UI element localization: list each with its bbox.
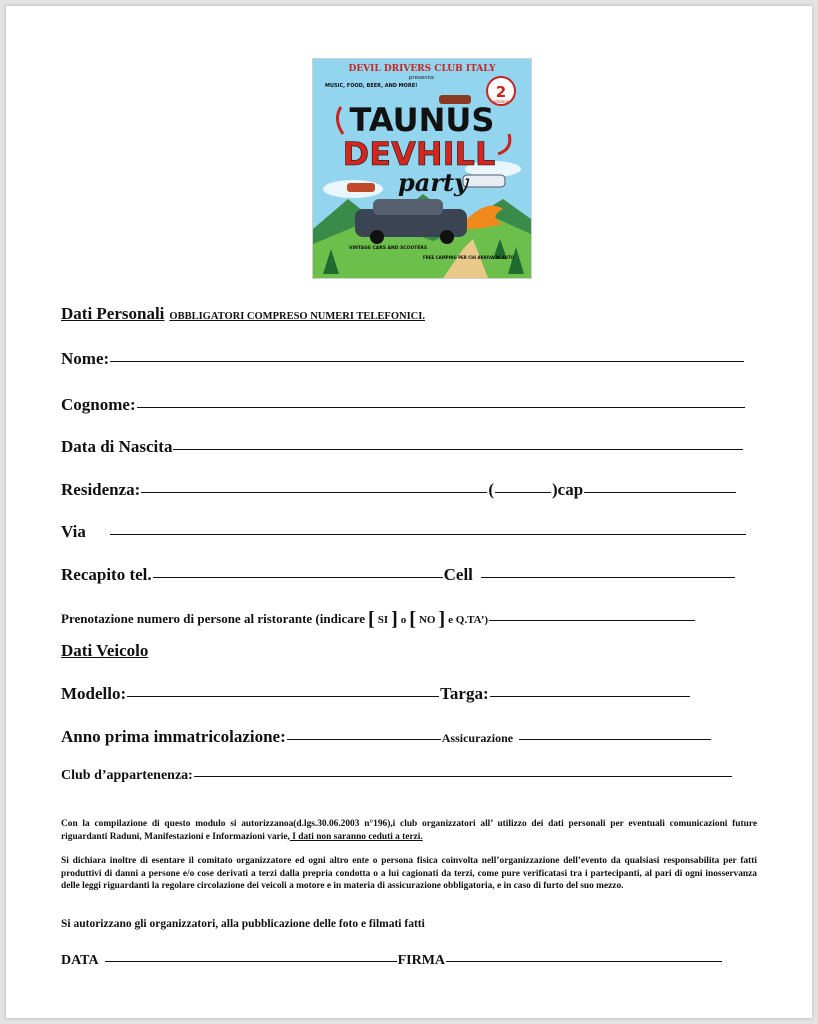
- modello-field[interactable]: [127, 695, 439, 697]
- privacy-consent-main: Con la compilazione di questo modulo si autorizzanoa(d.lgs.30.06.2003 n°196),i club organizzatori all’ utilizzo dei dati personali per eventuali comunicazioni future riguardanti Raduni, Manifestazioni e Informazioni varie,: [61, 819, 757, 842]
- cognome-row: [61, 395, 746, 415]
- via-label: Via: [61, 522, 86, 541]
- photo-authorization-text: Si autorizzano gli organizzatori, alla pubblicazione delle foto e filmati fatti: [61, 918, 425, 930]
- cell-label: Cell: [443, 565, 473, 584]
- residenza-row: [61, 480, 737, 500]
- poster-title-line1: TAUNUS: [349, 101, 495, 139]
- via-field[interactable]: [110, 533, 746, 535]
- cap-field[interactable]: [584, 491, 736, 493]
- poster-tagline: MUSIC, FOOD, BEER, AND MORE!: [325, 83, 418, 89]
- poster-title-line3: party: [397, 168, 469, 197]
- via-row: [61, 522, 747, 542]
- prenotazione-label: Prenotazione numero di persone al ristorante (indicare: [61, 611, 366, 626]
- cognome-field[interactable]: [137, 406, 745, 408]
- anno-label: Anno prima immatricolazione:: [61, 727, 286, 746]
- modello-row: [61, 684, 691, 704]
- modello-label: Modello:: [61, 684, 127, 703]
- recapito-row: [61, 565, 736, 585]
- poster-vintage: VINTAGE CARS AND SCOOTERS: [349, 246, 428, 251]
- club-label: Club d’appartenenza:: [61, 768, 193, 783]
- firma-label: FIRMA: [397, 953, 446, 968]
- data-nascita-row: [61, 437, 744, 457]
- poster-title-line2: DEVHILL: [342, 135, 496, 173]
- prenotazione-row: Prenotazione numero di persone al ristorante (indicare [ SI ] o [ NO ] e Q.TA’): [61, 606, 696, 629]
- provincia-field[interactable]: [495, 491, 551, 493]
- assicurazione-field[interactable]: [519, 738, 711, 740]
- cell-field[interactable]: [481, 576, 735, 578]
- club-row: [61, 768, 733, 784]
- poster-camping: FREE CAMPING PER CHI ARRIVA IN AUTO: [423, 255, 515, 260]
- recapito-label: Recapito tel.: [61, 565, 152, 584]
- poster-edition-number: 2: [495, 83, 507, 101]
- residenza-label: Residenza:: [61, 480, 141, 499]
- anno-field[interactable]: [287, 738, 441, 740]
- vehicle-data-heading: [61, 641, 148, 661]
- club-field[interactable]: [194, 775, 732, 777]
- poster-presents: presenta:: [408, 75, 436, 81]
- data-nascita-field[interactable]: [173, 448, 743, 450]
- personal-data-title: Dati Personali: [61, 304, 165, 323]
- targa-field[interactable]: [490, 695, 690, 697]
- targa-label: Targa:: [440, 684, 489, 703]
- qta-field[interactable]: [489, 619, 695, 621]
- cognome-label: Cognome:: [61, 395, 136, 414]
- nome-label: Nome:: [61, 349, 110, 368]
- poster-artwork: [313, 59, 531, 278]
- personal-data-heading: [61, 304, 425, 324]
- or-label: o: [400, 614, 407, 626]
- assicurazione-label: Assicurazione: [441, 731, 514, 745]
- vehicle-data-title: Dati Veicolo: [61, 641, 149, 660]
- firma-field[interactable]: [446, 960, 722, 962]
- residenza-field[interactable]: [141, 491, 487, 493]
- cap-label: )cap: [552, 480, 584, 499]
- privacy-consent-note: I dati non saranno ceduti a terzi.: [289, 831, 423, 842]
- data-label: DATA: [61, 953, 99, 968]
- personal-data-note: OBBLIGATORI COMPRESO NUMERI TELEFONICI.: [169, 311, 425, 322]
- poster-club-name: DEVIL DRIVERS CLUB ITALY: [348, 64, 496, 74]
- liability-waiver-text: Si dichiara inoltre di esentare il comitato organizzatore ed ogni altro ente o persona fisica coinvolta nell’organizzazione dell’evento da qualsiasi responsabilita per fatti produttivi di danni a persone e/o cose derivati a terzi dalla prepria condotta o a lui cagionati da terzi, come pure verificatasi tra i partecipanti, al pari di ogni inosservanza delle leggi riguardanti la regolare circolazione dei veicoli a motore e in materia di assicurazione obbligatoria, e in caso di furto del suo mezzo.: [61, 856, 757, 892]
- data-field[interactable]: [105, 960, 397, 962]
- provincia-paren-open: (: [488, 480, 494, 499]
- recapito-field[interactable]: [153, 576, 443, 578]
- nome-row: [61, 349, 745, 369]
- signature-row: [61, 953, 723, 969]
- nome-field[interactable]: [110, 360, 744, 362]
- si-option[interactable]: SI: [377, 614, 389, 626]
- anno-row: [61, 727, 712, 747]
- form-sheet: [6, 6, 812, 1018]
- poster-edition-word: edizione: [492, 99, 510, 104]
- qta-label: e Q.TA’): [448, 614, 489, 626]
- event-poster: [312, 58, 532, 279]
- photo-authorization-row: [61, 918, 425, 930]
- data-nascita-label: Data di Nascita: [61, 437, 173, 456]
- no-option[interactable]: NO: [418, 614, 436, 626]
- privacy-consent-text: [61, 818, 757, 843]
